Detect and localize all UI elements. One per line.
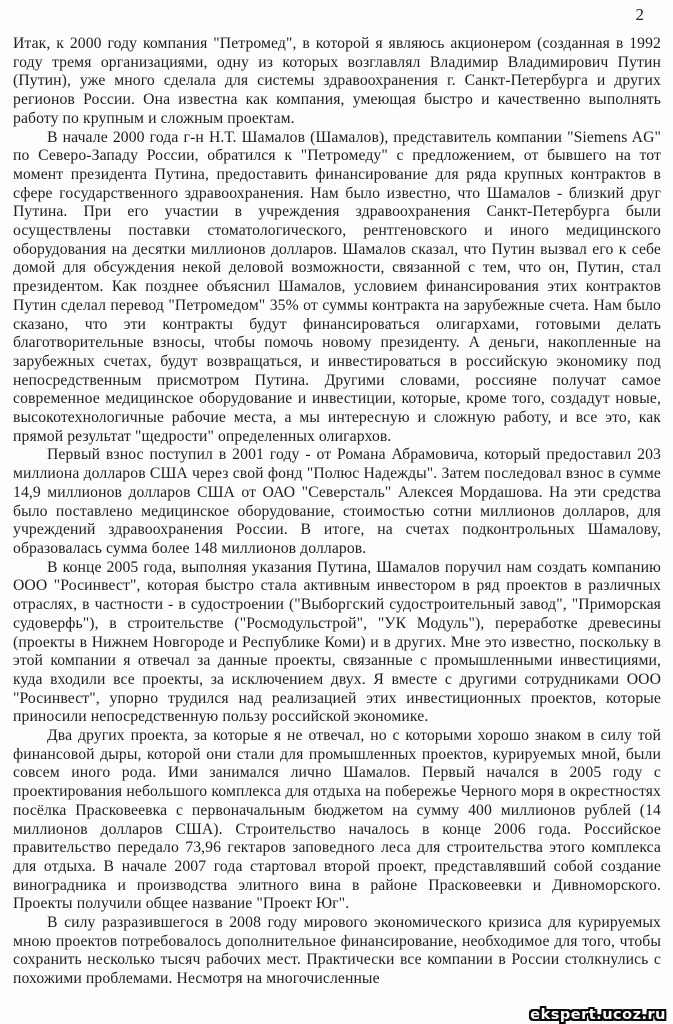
paragraph-2: В начале 2000 года г-н Н.Т. Шамалов (Шамалов), представитель компании "Siemens AG" по Северо-Западу России, обратился к "Петромеду" с предложением, от бывшего на тот момент президента Путина, предоставить финансирование для ряда крупных контрактов в сфере государственного здравоохранения. Нам было известно, что Шамалов - близкий друг Путина. При его участии в учреждения здравоохранения Санкт-Петербурга были осуществлены поставки стоматологического, рентгеновского и иного медицинского оборудования на десятки миллионов долларов. Шамалов сказал, что Путин вызвал его к себе домой для обсуждения некой деловой возможности, связанной с тем, что он, Путин, стал президентом. Как позднее объяснил Шамалов, условием финансирования этих контрактов Путин сделал перевод "Петромедом" 35% от суммы контракта на зарубежные счета. Нам было сказано, что эти контракты будут финансироваться олигархами, готовыми делать благотворительные взносы, чтобы помочь новому президенту. А деньги, накопленные на зарубежных счетах, будут возвращаться, и инвестироваться в российскую экономику под непосредственным присмотром Путина. Другими словами, россияне получат самое современное медицинское оборудование и инвестиции, которые, кроме того, создадут новые, высокотехнологичные рабочие места, а мы интересную и сложную работу, и все это, как прямой результат "щедрости" определенных олигархов. (13, 128, 661, 445)
document-body (13, 35, 661, 989)
paragraph-3: Первый взнос поступил в 2001 году - от Романа Абрамовича, который предоставил 203 миллиона долларов США через свой фонд "Полюс Надежды". Затем последовал взнос в сумме 14,9 миллионов долларов США от ОАО "Северсталь" Алексея Мордашова. На эти средства было поставлено медицинское оборудование, стоимостью сотни миллионов долларов, для учреждений здравоохранения России. В итоге, на счетах подконтрольных Шамалову, образовалась сумма более 148 миллионов долларов. (13, 446, 661, 557)
paragraph-5: Два других проекта, за которые я не отвечал, но с которыми хорошо знаком в силу той финансовой дыры, которой они стали для промышленных проектов, курируемых мной, были совсем иного рода. Ими занимался лично Шамалов. Первый начался в 2005 году с проектирования небольшого комплекса для отдыха на побережье Черного моря в окрестностях посёлка Прасковеевка с первоначальным бюджетом на сумму 400 миллионов рублей (14 миллионов долларов США). Строительство началось в конце 2006 года. Российское правительство передало 73,96 гектаров заповедного леса для строительства этого комплекса для отдыха. В начале 2007 года стартовал второй проект, представлявший собой создание виноградника и производства элитного вина в районе Прасковеевки и Дивноморского. Проекты получили общее название "Проект Юг". (13, 727, 661, 913)
paragraph-4: В конце 2005 года, выполняя указания Путина, Шамалов поручил нам создать компанию ООО "Росинвест", которая быстро стала активным инвестором в ряд проектов в различных отраслях, в частности - в судостроении ("Выборгский судостроительный завод", "Приморская судоверфь"), в строительстве ("Росмодульстрой", "УК Модуль"), переработке древесины (проекты в Нижнем Новгороде и Республике Коми) и в других. Мне это известно, поскольку в этой компании я отвечал за данные проекты, связанные с промышленными инвестициями, куда входили все проекты, за исключением двух. Я вместе с другими сотрудниками ООО "Росинвест", упорно трудился над реализацией этих инвестиционных проектов, которые приносили непосредственную пользу российской экономике. (13, 558, 661, 726)
site-watermark: ekspert.ucoz.ru (530, 1007, 666, 1023)
paragraph-6: В силу разразившегося в 2008 году мирового экономического кризиса для курируемых мною проектов потребовалось дополнительное финансирование, необходимое для того, чтобы сохранить несколько тысяч рабочих мест. Практически все компании в России столкнулись с похожими проблемами. Несмотря на многочисленные (13, 914, 661, 988)
page-number: 2 (635, 5, 644, 24)
paragraph-1: Итак, к 2000 году компания "Петромед", в которой я являюсь акционером (созданная в 1992 году тремя организациями, одну из которых возглавлял Владимир Владимирович Путин (Путин), уже много сделала для системы здравоохранения г. Санкт-Петербурга и других регионов России. Она известна как компания, умеющая быстро и качественно выполнять работу по крупным и сложным проектам. (13, 35, 661, 127)
